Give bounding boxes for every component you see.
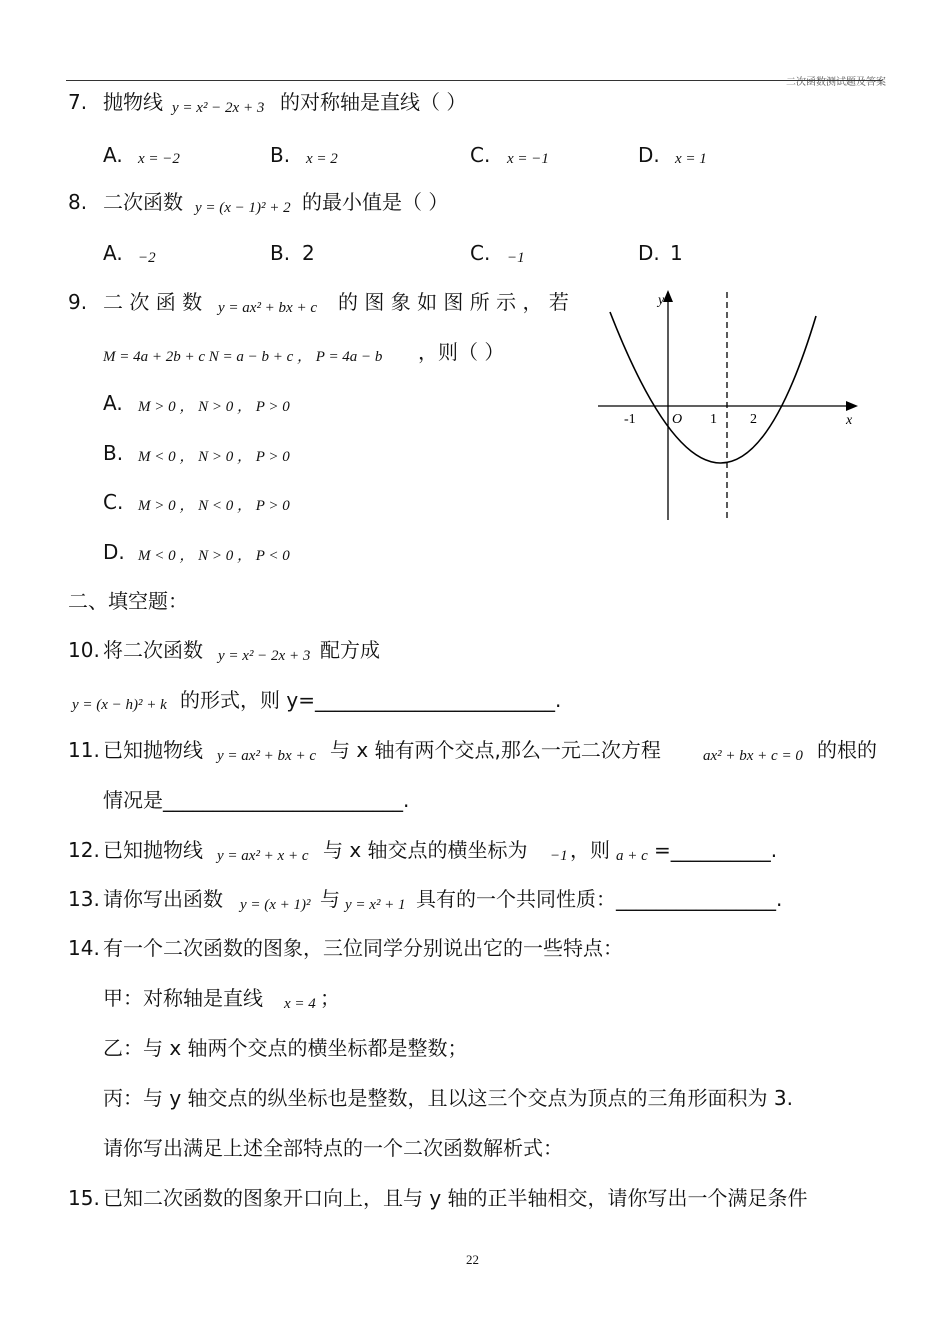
q7-option-d-value: x = 1 — [675, 151, 707, 167]
parabola-curve — [610, 312, 816, 463]
q10-line2-text: 的形式，则 y=________________________. — [180, 688, 562, 712]
origin-label: O — [672, 412, 683, 427]
q9-option-d-value: M < 0 ， N > 0 ， P < 0 — [138, 548, 290, 564]
x-axis-label: x — [846, 413, 853, 428]
q9-line2-text: ，则（ ） — [418, 340, 505, 364]
running-title: 二次函数测试题及答案 — [786, 77, 886, 88]
q9-option-b-value: M < 0 ， N > 0 ， P > 0 — [138, 449, 290, 465]
q8-option-c-value: −1 — [507, 250, 525, 266]
q11-line2: 情况是________________________. — [103, 788, 410, 812]
q8-option-a-letter: A. — [103, 241, 123, 265]
q14-text: 有一个二次函数的图象，三位同学分别说出它的一些特点： — [103, 936, 623, 960]
q7-option-b-value: x = 2 — [306, 151, 338, 167]
q14-number: 14. — [68, 936, 100, 960]
tick-label-2: 2 — [750, 412, 757, 427]
q8-text-b: 的最小值是（ ） — [302, 190, 449, 214]
q13-number: 13. — [68, 887, 100, 911]
page-number: 22 — [466, 1252, 479, 1267]
q8-option-d-value: 1 — [670, 241, 683, 265]
q10-formula: y = x² − 2x + 3 — [218, 648, 311, 664]
q13-text-c: 具有的一个共同性质：________________. — [416, 887, 783, 911]
y-axis-arrow — [663, 290, 673, 302]
q9-line2-formula: M = 4a + 2b + c N = a − b + c ， P = 4a − b — [103, 349, 383, 365]
q8-formula: y = (x − 1)² + 2 — [195, 200, 291, 216]
q9-option-a-value: M > 0 ， N > 0 ， P > 0 — [138, 399, 290, 415]
q9-option-b-letter: B. — [103, 441, 124, 465]
x-axis-arrow — [846, 401, 858, 411]
q9-parabola-graph — [590, 282, 870, 527]
q11-text-a: 已知抛物线 — [103, 738, 203, 762]
q11-number: 11. — [68, 738, 100, 762]
q13-formula: y = (x + 1)² — [240, 897, 311, 913]
q7-option-d-letter: D. — [638, 143, 660, 167]
q12-formula2: −1 — [550, 848, 568, 864]
q10-number: 10. — [68, 638, 100, 662]
q9-option-c-letter: C. — [103, 490, 124, 514]
q12-text-b: 与 x 轴交点的横坐标为 — [323, 838, 528, 862]
q11-text-c: 的根的 — [817, 738, 877, 762]
tick-label-1: 1 — [710, 412, 717, 427]
q11-text-b: 与 x 轴有两个交点,那么一元二次方程 — [330, 738, 661, 762]
q9-option-a-letter: A. — [103, 391, 123, 415]
q7-number: 7. — [68, 90, 88, 114]
q14-yi: 乙：与 x 轴两个交点的横坐标都是整数； — [103, 1036, 468, 1060]
q11-formula2: ax² + bx + c = 0 — [703, 748, 803, 764]
q10-text-b: 配方成 — [320, 638, 380, 662]
tick-label-neg1: -1 — [624, 412, 636, 427]
q7-option-c-letter: C. — [470, 143, 491, 167]
q14-jia-formula: x = 4 — [284, 996, 316, 1012]
q8-option-a-value: −2 — [138, 250, 156, 266]
q8-text-a: 二次函数 — [103, 190, 183, 214]
q12-number: 12. — [68, 838, 100, 862]
q7-text-a: 抛物线 — [103, 90, 163, 114]
q13-formula2: y = x² + 1 — [345, 897, 406, 913]
q14-jia-text-b: ； — [320, 986, 340, 1010]
q13-text-b: 与 — [320, 887, 340, 911]
q8-option-b-letter: B. — [270, 241, 291, 265]
q9-option-c-value: M > 0 ， N < 0 ， P > 0 — [138, 498, 290, 514]
q9-text-b: 的 图 象 如 图 所 示 ， 若 — [338, 290, 569, 314]
q11-formula: y = ax² + bx + c — [217, 748, 316, 764]
q7-option-c-value: x = −1 — [507, 151, 549, 167]
section2-title: 二、填空题： — [68, 589, 188, 613]
q7-option-b-letter: B. — [270, 143, 291, 167]
q9-option-d-letter: D. — [103, 540, 125, 564]
q9-number: 9. — [68, 290, 88, 314]
q7-text-b: 的对称轴是直线（ ） — [280, 90, 467, 114]
q12-text-c: ，则 — [570, 838, 610, 862]
q10-text-a: 将二次函数 — [103, 638, 203, 662]
q13-text-a: 请你写出函数 — [103, 887, 223, 911]
q14-jia-text-a: 甲：对称轴是直线 — [103, 986, 263, 1010]
q7-option-a-value: x = −2 — [138, 151, 180, 167]
q7-option-a-letter: A. — [103, 143, 123, 167]
q8-option-b-value: 2 — [302, 241, 315, 265]
q12-text-d: =__________. — [654, 838, 778, 862]
q15-number: 15. — [68, 1186, 100, 1210]
q14-ask: 请你写出满足上述全部特点的一个二次函数解析式： — [103, 1136, 563, 1160]
y-axis-label: y — [658, 293, 665, 308]
q15-text: 已知二次函数的图象开口向上，且与 y 轴的正半轴相交，请你写出一个满足条件 — [103, 1186, 808, 1210]
q14-bing: 丙：与 y 轴交点的纵坐标也是整数，且以这三个交点为顶点的三角形面积为 3. — [103, 1086, 793, 1110]
q8-number: 8. — [68, 190, 88, 214]
header-rule — [66, 80, 882, 81]
q12-formula3: a + c — [616, 848, 648, 864]
q12-formula: y = ax² + x + c — [217, 848, 309, 864]
q9-formula: y = ax² + bx + c — [218, 300, 317, 316]
q8-option-c-letter: C. — [470, 241, 491, 265]
q12-text-a: 已知抛物线 — [103, 838, 203, 862]
q8-option-d-letter: D. — [638, 241, 660, 265]
q7-formula: y = x² − 2x + 3 — [172, 100, 265, 116]
q10-line2-formula: y = (x − h)² + k — [72, 697, 167, 713]
q9-text-a: 二 次 函 数 — [103, 290, 203, 314]
